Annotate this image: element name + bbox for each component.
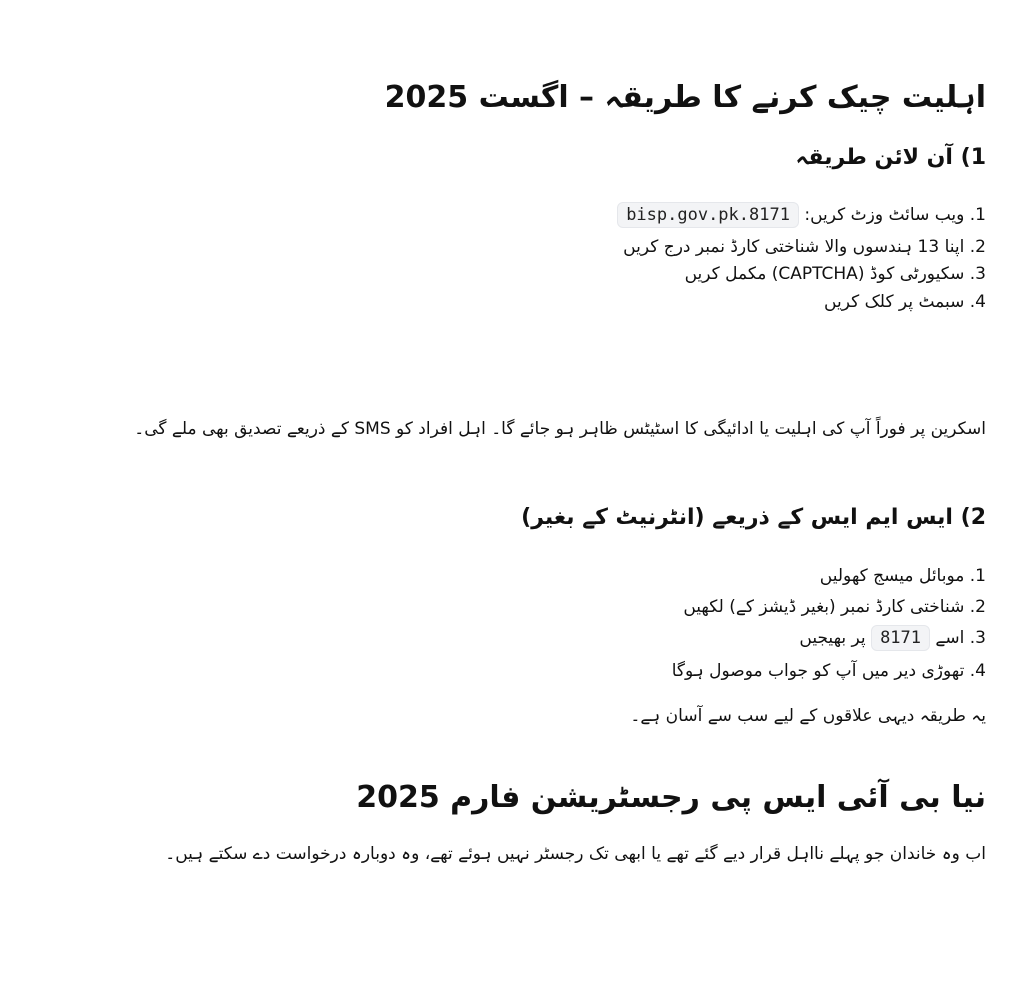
- item-text: ویب سائٹ وزٹ کریں:: [804, 205, 965, 225]
- item-number: 2.: [969, 597, 986, 617]
- item-text: موبائل میسج کھولیں: [819, 566, 965, 586]
- item-text: شناختی کارڈ نمبر (بغیر ڈیشز کے) لکھیں: [683, 597, 965, 617]
- item-number: 3.: [969, 264, 986, 284]
- item-text: پر بھیجیں: [799, 628, 866, 648]
- item-number: 4.: [969, 661, 986, 681]
- list-item: [617, 202, 986, 228]
- sms-method-heading: 2) ایس ایم ایس کے ذریعے (انٹرنیٹ کے بغیر): [521, 505, 986, 530]
- page-title: اہلیت چیک کرنے کا طریقہ – اگست 2025: [384, 80, 986, 115]
- list-item: [820, 566, 986, 586]
- online-method-heading: 1) آن لائن طریقہ: [795, 145, 986, 170]
- item-number: 1.: [969, 205, 986, 225]
- list-item: [799, 625, 986, 651]
- item-text: تھوڑی دیر میں آپ کو جواب موصول ہوگا: [671, 661, 965, 681]
- item-text: سکیورٹی کوڈ (CAPTCHA) مکمل کریں: [684, 264, 965, 284]
- registration-heading: نیا بی آئی ایس پی رجسٹریشن فارم 2025: [356, 780, 986, 815]
- list-item: [685, 264, 986, 284]
- item-number: 1.: [969, 566, 986, 586]
- sms-number-code: 8171: [871, 625, 930, 651]
- list-item: [623, 236, 986, 257]
- item-text: اسے: [935, 628, 965, 648]
- item-text: سبمٹ پر کلک کریں: [824, 292, 965, 312]
- list-item: [824, 292, 986, 312]
- list-item: [672, 660, 986, 681]
- item-number: 4.: [969, 292, 986, 312]
- list-item: [683, 596, 986, 617]
- website-code: bisp.gov.pk.8171: [617, 202, 799, 228]
- sms-note: یہ طریقہ دیہی علاقوں کے لیے سب سے آسان ہے۔: [630, 706, 986, 726]
- item-number: 3.: [969, 628, 986, 648]
- registration-text: اب وہ خاندان جو پہلے نااہل قرار دیے گئے تھے یا ابھی تک رجسٹر نہیں ہوئے تھے، وہ دوبارہ درخواست دے سکتے ہیں۔: [165, 844, 986, 864]
- item-text: اپنا 13 ہندسوں والا شناختی کارڈ نمبر درج کریں: [623, 237, 965, 257]
- item-number: 2.: [969, 237, 986, 257]
- online-note: اسکرین پر فوراً آپ کی اہلیت یا ادائیگی کا اسٹیٹس ظاہر ہو جائے گا۔ اہل افراد کو SMS کے ذریعے تصدیق بھی ملے گی۔: [134, 419, 986, 439]
